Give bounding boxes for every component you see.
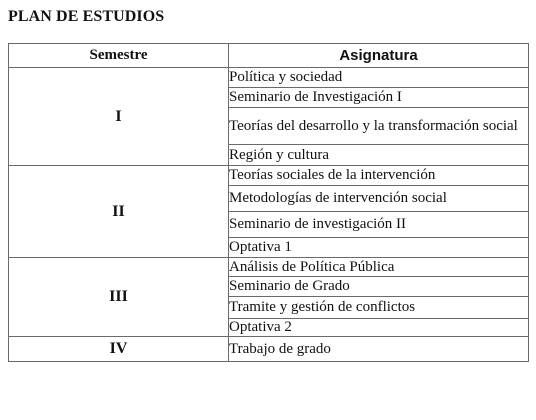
semester-label: II	[9, 166, 229, 258]
subject-cell: Seminario de Investigación I	[229, 88, 529, 108]
study-plan-table	[8, 43, 529, 362]
subject-cell: Política y sociedad	[229, 68, 529, 88]
semester-label: I	[9, 68, 229, 166]
subject-cell: Tramite y gestión de conflictos	[229, 297, 529, 319]
subject-cell: Metodologías de intervención social	[229, 186, 529, 212]
table-row	[9, 258, 529, 277]
subject-cell: Trabajo de grado	[229, 337, 529, 362]
header-semestre: Semestre	[9, 44, 229, 68]
subject-cell: Región y cultura	[229, 145, 529, 166]
table-row	[9, 166, 529, 186]
semester-label: III	[9, 258, 229, 337]
page-title: PLAN DE ESTUDIOS	[8, 8, 165, 25]
semester-label: IV	[9, 337, 229, 362]
subject-cell: Teorías del desarrollo y la transformación social	[229, 108, 529, 145]
subject-cell: Seminario de Grado	[229, 277, 529, 297]
subject-cell: Análisis de Política Pública	[229, 258, 529, 277]
header-asignatura: Asignatura	[229, 44, 529, 68]
subject-cell: Optativa 1	[229, 238, 529, 258]
table-row	[9, 68, 529, 88]
subject-cell: Seminario de investigación II	[229, 212, 529, 238]
subject-cell: Teorías sociales de la intervención	[229, 166, 529, 186]
table-header-row	[9, 44, 529, 68]
table-row	[9, 337, 529, 362]
subject-cell: Optativa 2	[229, 319, 529, 337]
